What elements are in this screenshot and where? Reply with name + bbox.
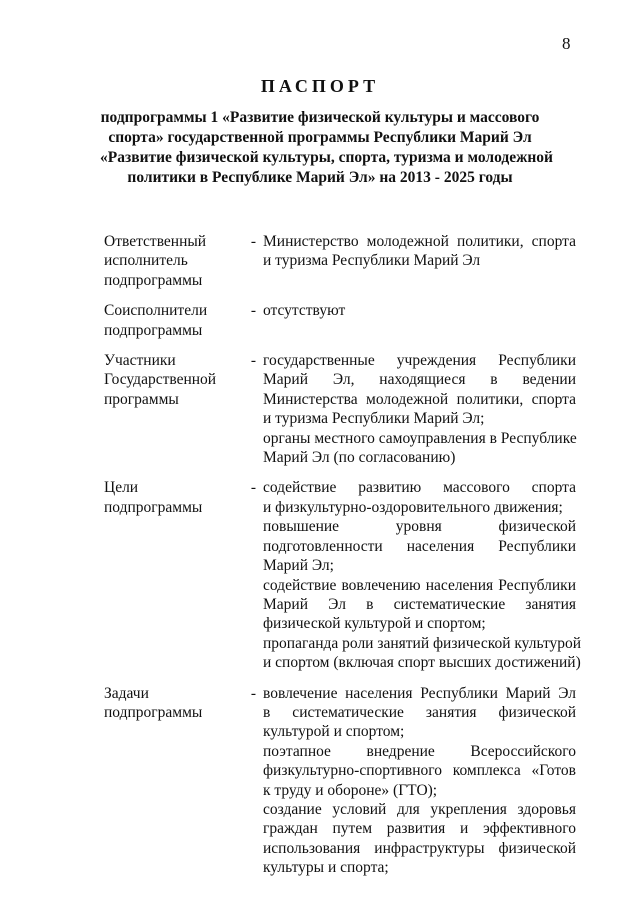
row-label <box>104 478 244 517</box>
value-line: пропаганда роли занятий физической культурой <box>263 634 582 652</box>
label-line: Цели <box>104 479 139 497</box>
row-label <box>104 351 244 409</box>
passport-table <box>104 232 582 878</box>
document-title: ПАСПОРТ <box>260 76 380 96</box>
subtitle-line: подпрограммы 1 «Развитие физической культуры и массового <box>100 109 540 126</box>
value-line: Министерства молодежной политики, спорта <box>263 390 576 408</box>
value-line: подготовленности населения Республики <box>263 537 576 555</box>
value-line: Министерство молодежной политики, спорта <box>263 233 576 250</box>
value-line: и спортом (включая спорт высших достижений) <box>263 654 581 672</box>
row-tasks <box>104 684 576 878</box>
row-dash: - <box>250 684 257 702</box>
row-value <box>263 478 582 672</box>
label-line: подпрограммы <box>104 498 203 516</box>
row-participants <box>104 351 576 467</box>
value-line: к труду и обороне» (ГТО); <box>263 781 438 799</box>
value-line: использования инфраструктуры физической <box>263 839 576 857</box>
row-value <box>263 684 576 878</box>
subtitle-line: политики в Республике Марий Эл» на 2013 - 2025 годы <box>127 169 513 186</box>
row-responsible-executor <box>104 232 576 290</box>
value-line: Марий Эл (по согласованию) <box>263 449 456 467</box>
value-line: культурой и спортом; <box>263 723 405 741</box>
label-line: Государственной <box>104 371 217 389</box>
page-number: 8 <box>562 34 571 53</box>
value-line: создание условий для укрепления здоровья <box>263 800 576 818</box>
row-label <box>104 232 244 290</box>
row-dash: - <box>250 352 257 370</box>
label-line: Ответственный <box>104 233 207 250</box>
value-line: культуры и спорта; <box>263 859 389 877</box>
value-line: Марий Эл, находящиеся в ведении <box>263 371 576 389</box>
value-line: Марий Эл в систематические занятия <box>263 595 576 613</box>
value-line: государственные учреждения Республики <box>263 352 576 370</box>
label-line: программы <box>104 390 179 408</box>
value-line: поэтапное внедрение Всероссийского <box>263 742 576 760</box>
label-line: исполнитель <box>104 252 188 270</box>
row-label <box>104 684 244 723</box>
value-line: Марий Эл; <box>263 557 334 575</box>
value-line: содействие вовлечению населения Республики <box>263 576 576 594</box>
label-line: подпрограммы <box>104 321 203 339</box>
value-line: физической культурой и спортом; <box>263 615 486 633</box>
row-co-executors <box>104 301 576 340</box>
label-line: подпрограммы <box>104 271 203 289</box>
row-goals <box>104 478 582 672</box>
value-line: и туризма Республики Марий Эл; <box>263 410 485 428</box>
value-line: и туризма Республики Марий Эл <box>263 252 481 270</box>
document-subtitle <box>100 108 553 188</box>
label-line: подпрограммы <box>104 703 203 721</box>
label-line: Задачи <box>104 684 149 702</box>
label-line: Участники <box>104 352 176 370</box>
value-line: отсутствуют <box>263 302 346 320</box>
label-line: Соисполнители <box>104 302 208 320</box>
row-value <box>263 232 576 271</box>
value-line: органы местного самоуправления в Республике <box>263 429 577 447</box>
row-value <box>263 351 576 467</box>
row-dash: - <box>250 233 257 250</box>
row-dash: - <box>250 479 257 497</box>
value-line: вовлечение населения Республики Марий Эл <box>263 684 576 702</box>
subtitle-line: спорта» государственной программы Республики Марий Эл <box>108 129 532 146</box>
row-dash: - <box>250 302 257 320</box>
subtitle-line: «Развитие физической культуры, спорта, туризма и молодежной <box>100 149 553 166</box>
row-label <box>104 301 244 340</box>
value-line: физкультурно-спортивного комплекса «Готов <box>263 762 576 780</box>
value-line: и физкультурно-оздоровительного движения; <box>263 498 563 516</box>
row-value <box>263 301 576 320</box>
value-line: содействие развитию массового спорта <box>263 479 576 497</box>
value-line: повышение уровня физической <box>263 518 576 536</box>
value-line: граждан путем развития и эффективного <box>263 820 576 838</box>
value-line: в систематические занятия физической <box>263 703 576 721</box>
